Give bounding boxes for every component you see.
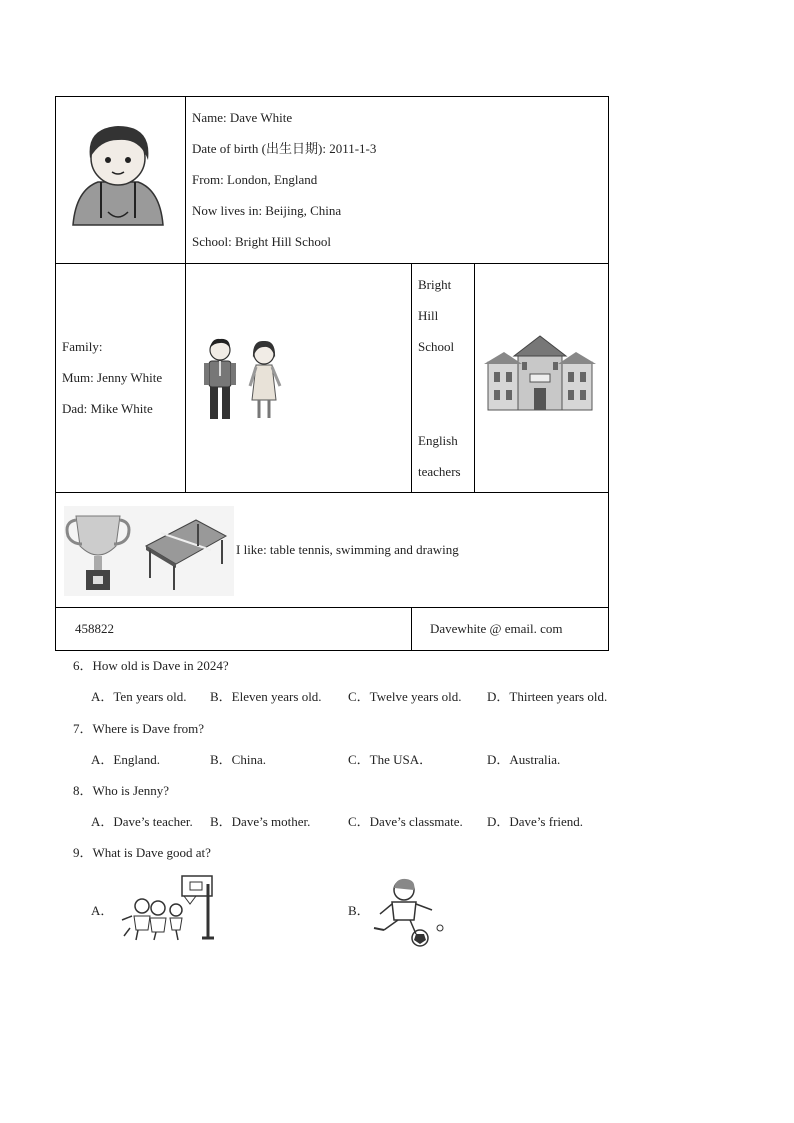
family-dad: Dad: Mike White	[62, 401, 153, 416]
profile-lives: Now lives in: Beijing, China	[192, 203, 342, 218]
school-cell-line5: teachers	[418, 464, 461, 479]
question-8-option-c[interactable]: C．Dave’s classmate.	[348, 814, 463, 829]
school-cell-line2: Hill	[418, 308, 439, 323]
family-mum: Mum: Jenny White	[62, 370, 163, 385]
likes-text: I like: table tennis, swimming and drawing	[236, 542, 459, 557]
profile-school: School: Bright Hill School	[192, 234, 332, 249]
question-9-option-a[interactable]: A．	[91, 903, 114, 918]
question-7-option-a[interactable]: A．England.	[91, 752, 160, 767]
school-cell-line1: Bright	[418, 277, 452, 292]
question-7-option-c[interactable]: C．The USA．	[348, 752, 433, 767]
school-cell-line3: School	[418, 339, 455, 354]
family-heading: Family:	[62, 339, 103, 354]
question-8-option-b[interactable]: B．Dave’s mother.	[210, 814, 311, 829]
question-6-option-a[interactable]: A．Ten years old.	[91, 689, 187, 704]
parents-image	[200, 336, 290, 424]
soccer-player-image[interactable]	[372, 876, 448, 948]
question-6: 6．How old is Dave in 2024?	[73, 658, 229, 673]
question-7-option-b[interactable]: B．China.	[210, 752, 266, 767]
school-cell-line4: English	[418, 433, 458, 448]
school-building-image	[484, 332, 596, 414]
boy-portrait-image	[68, 120, 168, 230]
basketball-players-image[interactable]	[120, 872, 220, 942]
question-7-option-d[interactable]: D．Australia.	[487, 752, 561, 767]
phone-number: 458822	[75, 621, 114, 636]
question-8-option-d[interactable]: D．Dave’s friend.	[487, 814, 584, 829]
question-9: 9．What is Dave good at?	[73, 845, 211, 860]
question-8-option-a[interactable]: A．Dave’s teacher.	[91, 814, 193, 829]
profile-name: Name: Dave White	[192, 110, 293, 125]
question-9-option-b[interactable]: B．	[348, 903, 370, 918]
profile-dob: Date of birth (出生日期): 2011-1-3	[192, 141, 377, 156]
question-6-option-c[interactable]: C．Twelve years old.	[348, 689, 462, 704]
question-6-option-b[interactable]: B．Eleven years old.	[210, 689, 322, 704]
question-7: 7．Where is Dave from?	[73, 721, 205, 736]
trophy-and-table-image	[64, 506, 234, 596]
question-8: 8．Who is Jenny?	[73, 783, 170, 798]
profile-from: From: London, England	[192, 172, 318, 187]
question-6-option-d[interactable]: D．Thirteen years old.	[487, 689, 608, 704]
email-address: Davewhite @ email. com	[430, 621, 563, 636]
